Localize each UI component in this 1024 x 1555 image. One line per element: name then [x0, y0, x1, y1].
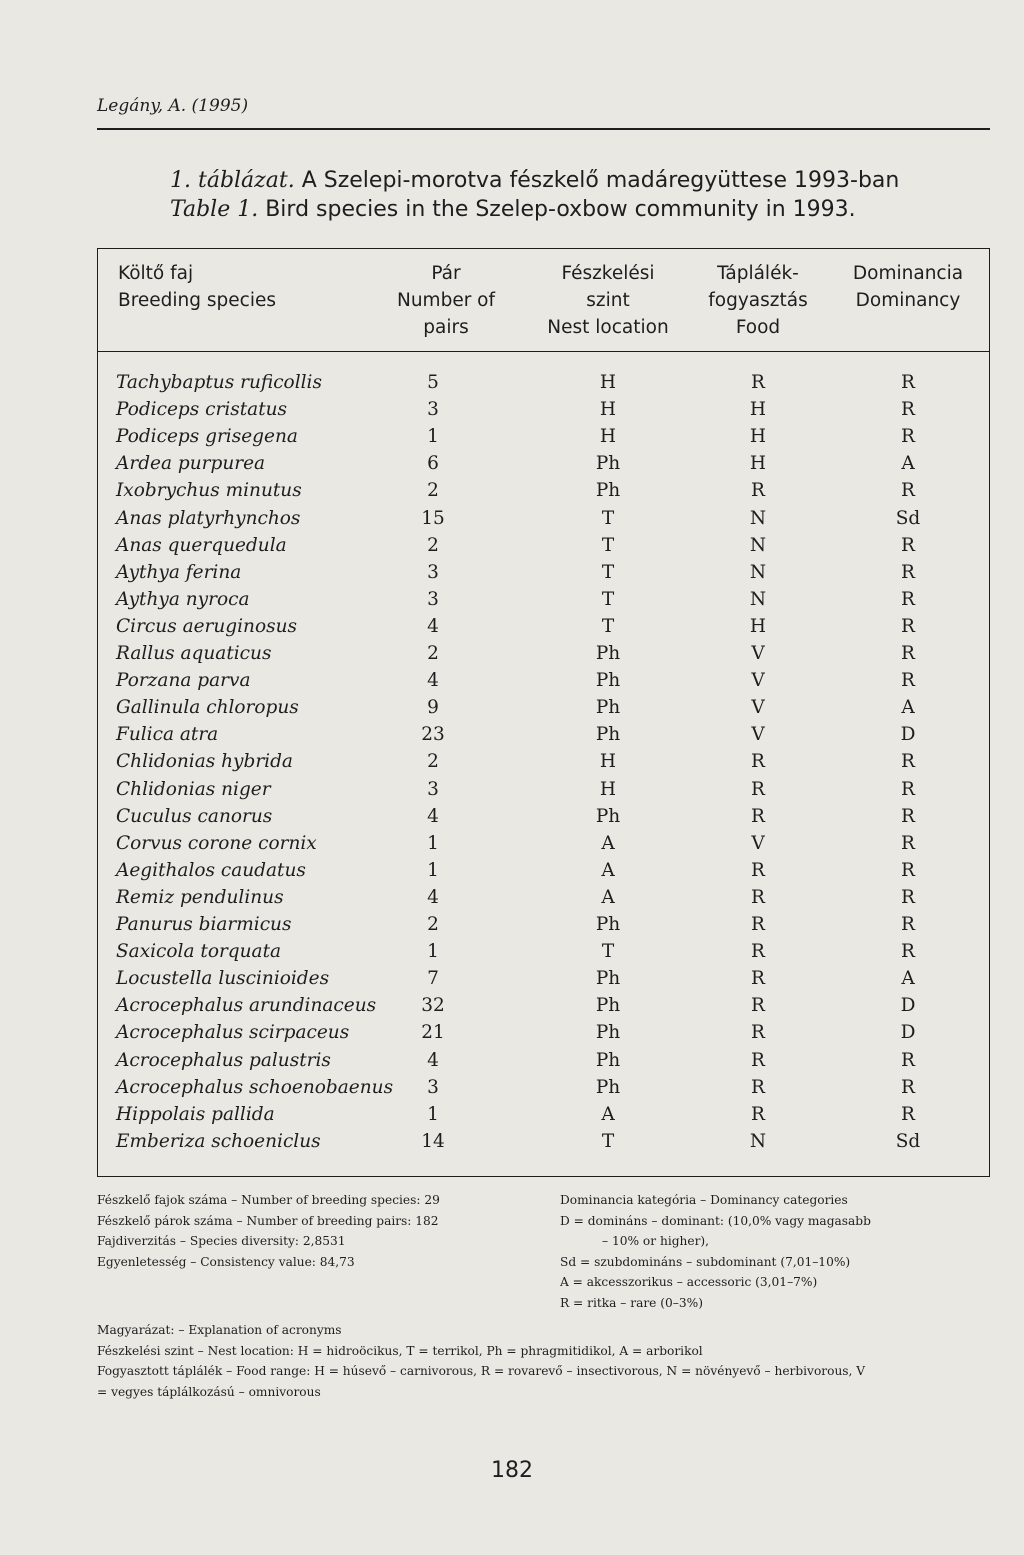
note-line: R = ritka – rare (0–3%)	[560, 1295, 703, 1310]
table-row	[98, 803, 989, 830]
table-row	[98, 776, 989, 803]
table-row	[98, 1047, 989, 1074]
nest-cell: Ph	[595, 914, 621, 935]
table-row	[98, 369, 989, 396]
table-row	[98, 450, 989, 477]
header-line: fogyasztás	[708, 290, 808, 311]
pairs-cell: 4	[427, 886, 439, 908]
caption-en-text: Bird species in the Szelep-oxbow community in 1993.	[265, 197, 856, 222]
header-line: pairs	[423, 317, 469, 338]
species-table	[97, 248, 990, 1177]
nest-cell: A	[601, 886, 615, 908]
species-cell: Podiceps grisegena	[116, 426, 298, 448]
pairs-cell: 7	[427, 968, 439, 990]
pairs-cell: 3	[427, 778, 439, 800]
species-cell: Aythya ferina	[116, 561, 242, 583]
header-line: Pár	[431, 263, 461, 284]
food-cell: R	[751, 480, 765, 502]
caption-hungarian	[170, 166, 899, 195]
note-line: Dominancia kategória – Dominancy categories	[560, 1193, 848, 1207]
pairs-cell: 3	[427, 399, 439, 421]
legend-line: = vegyes táplálkozású – omnivorous	[97, 1384, 321, 1399]
nest-cell: Ph	[595, 480, 621, 502]
page-number: 182	[491, 1458, 533, 1483]
nest-cell: Ph	[595, 724, 621, 746]
food-cell: N	[749, 1130, 767, 1152]
header-line: Fészkelési	[561, 263, 655, 284]
table-caption	[170, 166, 899, 224]
dominance-cell: R	[901, 778, 915, 800]
table-row	[98, 857, 989, 884]
dominance-cell: A	[901, 697, 915, 719]
header-line: Táplálék-	[717, 263, 799, 284]
food-cell: V	[751, 670, 765, 692]
food-cell: N	[749, 561, 767, 583]
food-cell: N	[749, 507, 767, 529]
note-line: Fajdiverzitás – Species diversity: 2,8531	[97, 1234, 346, 1248]
food-cell: N	[749, 588, 767, 610]
note-line: Sd = szubdomináns – subdominant (7,01–10%)	[560, 1254, 851, 1269]
species-cell: Hippolais pallida	[116, 1103, 275, 1125]
species-cell: Chlidonias hybrida	[116, 751, 293, 773]
pairs-cell: 2	[427, 914, 439, 935]
nest-cell: H	[599, 778, 617, 800]
pairs-cell: 14	[421, 1130, 445, 1152]
nest-cell: Ph	[595, 968, 621, 990]
dominance-cell: R	[901, 1076, 915, 1098]
nest-cell: T	[601, 588, 615, 610]
food-cell: V	[751, 724, 765, 746]
header-nest-location	[518, 260, 698, 341]
table-row	[98, 830, 989, 857]
table-row	[98, 748, 989, 775]
food-cell: H	[749, 399, 767, 421]
dominance-cell: R	[901, 643, 915, 664]
table-row	[98, 559, 989, 586]
note-line: Fészkelő fajok száma – Number of breeding species: 29	[97, 1193, 440, 1207]
pairs-cell: 1	[427, 859, 439, 881]
nest-cell: T	[601, 941, 615, 963]
caption-english	[170, 195, 899, 224]
food-cell: N	[749, 534, 767, 556]
species-cell: Cuculus canorus	[116, 805, 273, 827]
dominance-cell: D	[900, 1022, 916, 1044]
pairs-cell: 1	[427, 832, 439, 854]
food-cell: R	[751, 968, 765, 990]
food-cell: R	[751, 372, 765, 393]
legend-line: Fogyasztott táplálék – Food range: H = húsevő – carnivorous, R = rovarevő – insectivorous, N = növényevő – herbivorous, V	[97, 1364, 866, 1378]
dominance-cell: R	[901, 941, 915, 963]
pairs-cell: 1	[427, 941, 439, 963]
dominance-cell: R	[901, 1103, 915, 1125]
species-cell: Acrocephalus scirpaceus	[116, 1022, 350, 1044]
species-cell: Podiceps cristatus	[116, 399, 288, 421]
food-cell: R	[751, 1103, 765, 1125]
nest-cell: Ph	[595, 1022, 621, 1044]
nest-cell: Ph	[595, 670, 621, 692]
pairs-cell: 2	[427, 480, 439, 502]
food-cell: H	[749, 426, 767, 448]
caption-hu-text: A Szelepi-morotva fészkelő madáregyüttese 1993-ban	[301, 168, 900, 193]
table-row	[98, 938, 989, 965]
dominance-cell: R	[901, 1049, 915, 1071]
nest-cell: H	[599, 399, 617, 421]
pairs-cell: 21	[421, 1022, 445, 1044]
nest-cell: A	[601, 1103, 615, 1125]
dominance-cell: R	[901, 615, 915, 637]
table-row	[98, 640, 989, 667]
dominance-cell: D	[900, 995, 916, 1017]
food-cell: H	[749, 453, 767, 475]
food-cell: V	[751, 832, 765, 854]
acronym-legend	[97, 1320, 987, 1402]
legend-line: Magyarázat: – Explanation of acronyms	[97, 1323, 342, 1337]
table-row	[98, 396, 989, 423]
table-row	[98, 1019, 989, 1046]
table-row	[98, 586, 989, 613]
food-cell: R	[751, 995, 765, 1017]
species-cell: Ardea purpurea	[116, 453, 266, 475]
pairs-cell: 3	[427, 1076, 439, 1098]
food-cell: R	[751, 886, 765, 908]
header-line: Nest location	[547, 317, 669, 338]
pairs-cell: 1	[427, 1103, 439, 1125]
nest-cell: T	[601, 615, 615, 637]
header-line: Dominancia	[852, 263, 964, 284]
food-cell: R	[751, 859, 765, 881]
nest-cell: T	[601, 507, 615, 529]
pairs-cell: 4	[427, 615, 439, 637]
nest-cell: Ph	[595, 995, 621, 1017]
species-cell: Ixobrychus minutus	[116, 480, 302, 502]
table-row	[98, 505, 989, 532]
header-species	[118, 260, 276, 314]
caption-en-label: Table 1.	[170, 197, 259, 222]
dominance-cell: R	[901, 372, 915, 393]
species-cell: Circus aeruginosus	[116, 615, 298, 637]
pairs-cell: 4	[427, 1049, 439, 1071]
note-line: Egyenletesség – Consistency value: 84,73	[97, 1254, 355, 1269]
pairs-cell: 1	[427, 426, 439, 448]
food-cell: H	[749, 615, 767, 637]
header-line: Dominancy	[855, 290, 961, 311]
table-row	[98, 721, 989, 748]
dominance-cell: R	[901, 561, 915, 583]
nest-cell: Ph	[595, 697, 621, 719]
pairs-cell: 3	[427, 561, 439, 583]
species-cell: Corvus corone cornix	[116, 832, 317, 854]
table-row	[98, 884, 989, 911]
species-cell: Anas platyrhynchos	[116, 507, 301, 529]
pairs-cell: 3	[427, 588, 439, 610]
species-cell: Rallus aquaticus	[116, 643, 272, 664]
food-cell: R	[751, 1076, 765, 1098]
dominance-cell: R	[901, 480, 915, 502]
food-cell: R	[751, 1049, 765, 1071]
pairs-cell: 2	[427, 534, 439, 556]
species-cell: Emberiza schoeniclus	[116, 1130, 321, 1152]
header-rule	[97, 128, 990, 130]
species-cell: Acrocephalus palustris	[116, 1049, 331, 1071]
pairs-cell: 5	[427, 372, 439, 393]
table-row	[98, 911, 989, 938]
species-cell: Anas querquedula	[116, 534, 287, 556]
nest-cell: A	[601, 859, 615, 881]
dominance-cell: R	[901, 534, 915, 556]
table-row	[98, 992, 989, 1019]
table-row	[98, 477, 989, 504]
species-cell: Locustella luscinioides	[116, 968, 330, 990]
table-row	[98, 965, 989, 992]
note-line: – 10% or higher),	[602, 1234, 710, 1248]
species-cell: Saxicola torquata	[116, 941, 282, 963]
table-row	[98, 532, 989, 559]
table-row	[98, 613, 989, 640]
dominance-cell: R	[901, 399, 915, 421]
table-row	[98, 1101, 989, 1128]
summary-notes	[97, 1190, 440, 1272]
dominance-categories	[560, 1190, 871, 1313]
note-line: D = domináns – dominant: (10,0% vagy magasabb	[560, 1213, 871, 1228]
pairs-cell: 6	[427, 453, 439, 475]
food-cell: R	[751, 1022, 765, 1044]
species-cell: Fulica atra	[116, 724, 219, 746]
pairs-cell: 4	[427, 670, 439, 692]
species-cell: Chlidonias niger	[116, 778, 271, 800]
nest-cell: Ph	[595, 1076, 621, 1098]
dominance-cell: R	[901, 914, 915, 935]
species-cell: Remiz pendulinus	[116, 886, 284, 908]
food-cell: V	[751, 643, 765, 664]
table-header	[98, 249, 989, 352]
table-row	[98, 694, 989, 721]
nest-cell: H	[599, 751, 617, 773]
food-cell: R	[751, 751, 765, 773]
dominance-cell: R	[901, 426, 915, 448]
nest-cell: H	[599, 372, 617, 393]
dominance-cell: D	[900, 724, 916, 746]
legend-line: Fészkelési szint – Nest location: H = hidroöcikus, T = terrikol, Ph = phragmitidikol, A = arborikol	[97, 1343, 703, 1358]
nest-cell: T	[601, 1130, 615, 1152]
nest-cell: Ph	[595, 1049, 621, 1071]
running-header: Legány, A. (1995)	[97, 96, 249, 116]
dominance-cell: A	[901, 453, 915, 475]
header-line: Number of	[396, 290, 496, 311]
nest-cell: Ph	[595, 805, 621, 827]
dominance-cell: A	[901, 968, 915, 990]
species-cell: Aythya nyroca	[116, 588, 250, 610]
dominance-cell: R	[901, 859, 915, 881]
pairs-cell: 2	[427, 643, 439, 664]
food-cell: R	[751, 805, 765, 827]
food-cell: R	[751, 941, 765, 963]
dominance-cell: R	[901, 805, 915, 827]
header-line: szint	[586, 290, 630, 311]
pairs-cell: 4	[427, 805, 439, 827]
dominance-cell: R	[901, 886, 915, 908]
nest-cell: Ph	[595, 453, 621, 475]
dominance-cell: R	[901, 588, 915, 610]
caption-hu-label: 1. táblázat.	[170, 168, 295, 193]
pairs-cell: 9	[427, 697, 439, 719]
header-line: Food	[735, 317, 781, 338]
nest-cell: Ph	[595, 643, 621, 664]
header-dominance	[828, 260, 988, 314]
pairs-cell: 23	[421, 724, 445, 746]
pairs-cell: 15	[421, 507, 445, 529]
header-line: Breeding species	[118, 290, 276, 311]
table-row	[98, 1074, 989, 1101]
header-pairs	[376, 260, 516, 341]
dominance-cell: Sd	[895, 507, 921, 529]
species-cell: Porzana parva	[116, 670, 251, 692]
food-cell: R	[751, 914, 765, 935]
nest-cell: T	[601, 534, 615, 556]
species-cell: Aegithalos caudatus	[116, 859, 306, 881]
header-food	[678, 260, 838, 341]
pairs-cell: 2	[427, 751, 439, 773]
nest-cell: A	[601, 832, 615, 854]
table-row	[98, 667, 989, 694]
pairs-cell: 32	[421, 995, 445, 1017]
nest-cell: T	[601, 561, 615, 583]
table-row	[98, 1128, 989, 1155]
dominance-cell: R	[901, 751, 915, 773]
species-cell: Panurus biarmicus	[116, 914, 292, 935]
food-cell: R	[751, 778, 765, 800]
nest-cell: H	[599, 426, 617, 448]
dominance-cell: Sd	[895, 1130, 921, 1152]
species-cell: Acrocephalus arundinaceus	[116, 995, 377, 1017]
species-cell: Acrocephalus schoenobaenus	[116, 1076, 394, 1098]
dominance-cell: R	[901, 832, 915, 854]
species-cell: Gallinula chloropus	[116, 697, 299, 719]
header-line: Költő faj	[118, 263, 194, 284]
dominance-cell: R	[901, 670, 915, 692]
species-cell: Tachybaptus ruficollis	[116, 372, 322, 393]
table-row	[98, 423, 989, 450]
note-line: Fészkelő párok száma – Number of breeding pairs: 182	[97, 1213, 439, 1228]
note-line: A = akcesszorikus – accessoric (3,01–7%)	[560, 1275, 818, 1289]
food-cell: V	[751, 697, 765, 719]
